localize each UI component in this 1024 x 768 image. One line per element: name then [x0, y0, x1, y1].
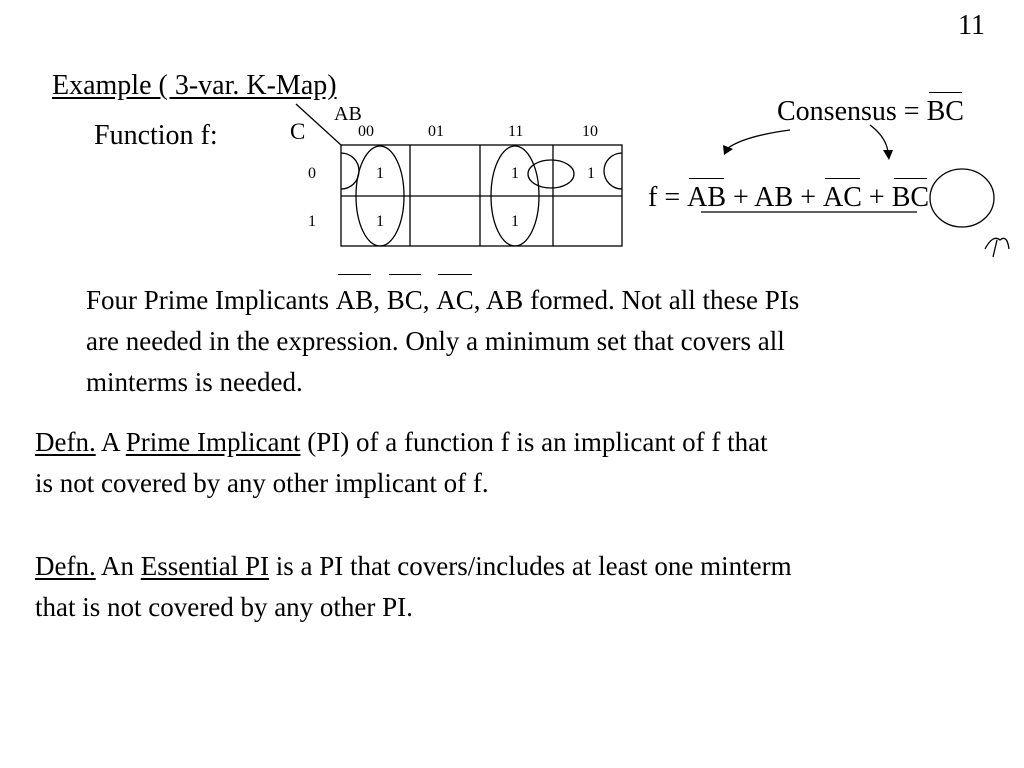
prime-implicant-term: AC — [436, 280, 474, 321]
kmap-column-header: 01 — [428, 123, 444, 140]
definition-line — [35, 422, 768, 463]
paragraph-line: minterms is needed. — [86, 367, 303, 397]
kmap-cell: 1 — [511, 213, 519, 230]
essential-pi-definition — [35, 546, 792, 628]
function-equation — [648, 184, 929, 212]
page-title: Example ( 3-var. K-Map) — [52, 70, 337, 101]
defined-term: Prime Implicant — [125, 427, 301, 457]
paragraph-text: Four Prime Implicants — [86, 285, 336, 315]
kmap-cell: 1 — [376, 165, 384, 182]
definition-line: that is not covered by any other PI. — [35, 592, 413, 622]
prime-implicant-definition — [35, 422, 768, 504]
plus-sign: + — [793, 182, 823, 213]
function-label: Function f: — [94, 120, 218, 151]
definition-text: (PI) of a function f is an implicant of f that — [300, 427, 768, 457]
equation-term: AB — [687, 182, 727, 213]
kmap-column-header: 00 — [358, 123, 374, 140]
definition-label: Defn. — [35, 551, 96, 581]
definition-text: is a PI that covers/includes at least one minterm — [269, 551, 792, 581]
kmap-cell: 1 — [511, 165, 519, 182]
equation-term: AB — [754, 182, 794, 213]
equation-term: BC — [891, 182, 930, 213]
definition-line: is not covered by any other implicant of f. — [35, 468, 489, 498]
kmap-row-header: 0 — [308, 165, 316, 182]
separator: , — [473, 285, 486, 315]
paragraph-line: are needed in the expression. Only a minimum set that covers all — [86, 326, 785, 356]
kmap-row-header: 1 — [308, 213, 316, 230]
definition-label: Defn. — [35, 427, 96, 457]
paragraph-text: formed. Not all these PIs — [523, 285, 800, 315]
equation-term: AC — [822, 182, 862, 213]
kmap-row-variable: C — [290, 119, 306, 144]
kmap-cell: 1 — [587, 165, 595, 182]
definition-text: An — [95, 551, 141, 581]
separator: , — [422, 285, 437, 315]
slide-number: 11 — [958, 10, 985, 41]
consensus-label: Consensus = — [777, 96, 927, 127]
prime-implicants-paragraph — [86, 280, 799, 403]
plus-sign: + — [861, 182, 892, 213]
separator: , — [373, 285, 387, 315]
paragraph-line — [86, 280, 799, 321]
prime-implicant-term: AB — [336, 280, 374, 321]
prime-implicant-term: BC — [387, 280, 423, 321]
defined-term: Essential PI — [140, 551, 269, 581]
plus-sign: + — [726, 182, 755, 213]
kmap-column-variable: AB — [334, 103, 362, 125]
consensus-term: BC — [926, 96, 964, 127]
definition-line — [35, 546, 792, 587]
equation-lhs: f = — [648, 182, 688, 213]
definition-text: A — [95, 427, 126, 457]
kmap-column-header: 11 — [508, 123, 524, 140]
consensus-line — [777, 98, 964, 126]
kmap-column-header: 10 — [582, 123, 598, 140]
kmap-cell: 1 — [376, 213, 384, 230]
prime-implicant-term: AB — [485, 285, 524, 315]
